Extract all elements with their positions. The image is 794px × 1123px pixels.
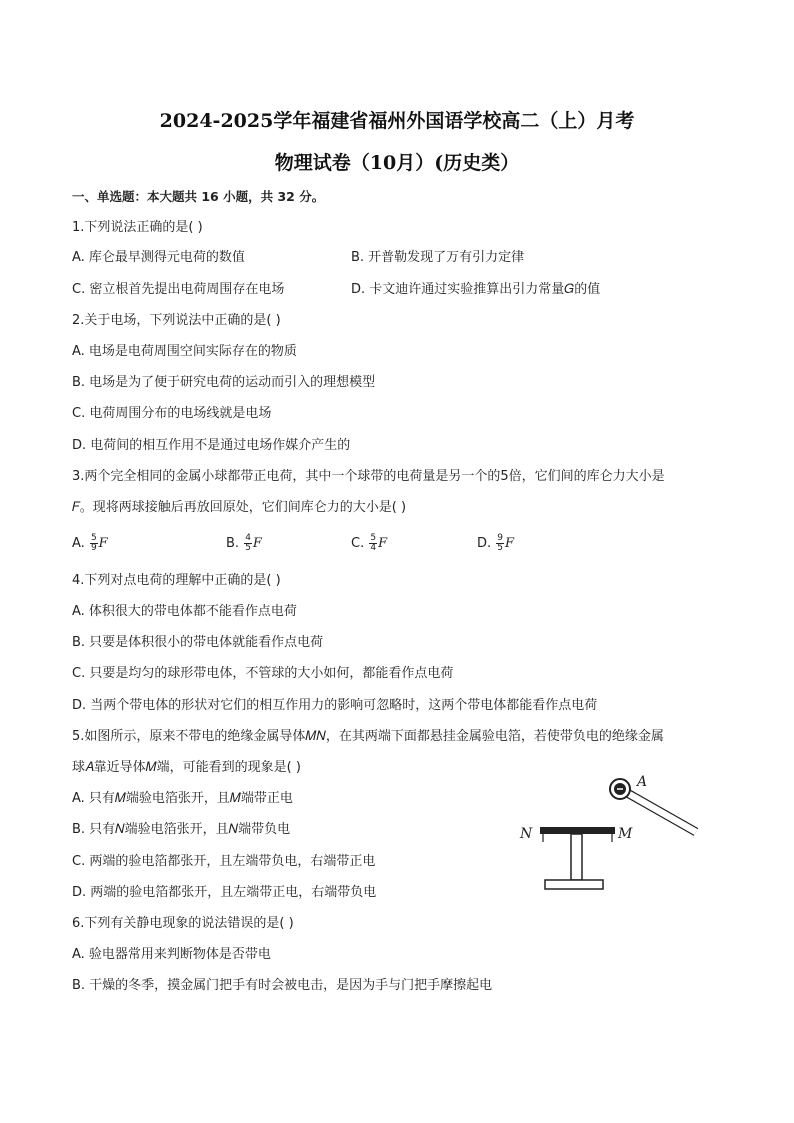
question-2-option-a: A. 电场是电荷周围空间实际存在的物质	[72, 344, 297, 359]
section-heading: 一、单选题：本大题共 16 小题，共 32 分。	[72, 189, 325, 204]
question-5-option-b: B. 只有𝑁端验电箔张开，且𝑁端带负电	[72, 822, 291, 837]
question-1-option-a: A. 库仑最早测得元电荷的数值	[72, 250, 245, 265]
question-5-option-d: D. 两端的验电箔都张开，且左端带正电，右端带负电	[72, 885, 377, 900]
label-n: N	[520, 826, 533, 842]
question-5-option-c: C. 两端的验电箔都张开，且左端带负电，右端带正电	[72, 854, 376, 869]
insulating-stand-base	[545, 880, 603, 889]
question-1-option-c: C. 密立根首先提出电荷周围存在电场	[72, 282, 285, 297]
label-a: A	[637, 774, 648, 790]
question-3-option-c: C. $\frac{5}{4}$ 𝐹	[351, 533, 388, 553]
question-6-option-a: A. 验电器常用来判断物体是否带电	[72, 947, 271, 962]
question-1-option-d: D. 卡文迪许通过实验推算出引力常量𝐺的值	[351, 282, 601, 297]
exam-title-line1: 2024-2025学年福建省福州外国语学校高二（上）月考	[159, 110, 635, 132]
question-2-option-d: D. 电荷间的相互作用不是通过电场作媒介产生的	[72, 438, 351, 453]
question-4-option-d: D. 当两个带电体的形状对它们的相互作用力的影响可忽略时，这两个带电体都能看作点电荷	[72, 698, 598, 713]
question-4-stem: 4.下列对点电荷的理解中正确的是( )	[72, 573, 281, 588]
question-2-option-b: B. 电场是为了便于研究电荷的运动而引入的理想模型	[72, 375, 376, 390]
question-3-option-d: D. $\frac{9}{5}$ 𝐹	[477, 533, 515, 553]
question-6-option-b: B. 干燥的冬季，摸金属门把手有时会被电击，是因为手与门把手摩擦起电	[72, 978, 493, 993]
conductor-mn	[540, 827, 615, 834]
question-5-stem-line1: 5.如图所示，原来不带电的绝缘金属导体𝑀𝑁，在其两端下面都悬挂金属验电箔，若使带负电的绝缘金属	[72, 729, 664, 744]
electroscope-figure	[510, 768, 710, 898]
question-1-option-b: B. 开普勒发现了万有引力定律	[351, 250, 525, 265]
question-3-option-b: B. $\frac{4}{5}$ 𝐹	[226, 533, 262, 553]
insulating-rod-fill	[622, 790, 696, 832]
question-3-stem-line2: 𝐹。现将两球接触后再放回原处，它们间库仑力的大小是( )	[72, 500, 407, 515]
label-m: M	[618, 826, 633, 842]
exam-title-line2: 物理试卷（10月）(历史类）	[274, 152, 520, 174]
question-3-option-a: A. $\frac{5}{9}$ 𝐹	[72, 533, 108, 553]
question-5-stem-line2: 球𝐴靠近导体𝑀端，可能看到的现象是( )	[72, 760, 301, 775]
question-3-stem-line1: 3.两个完全相同的金属小球都带正电荷，其中一个球带的电荷量是另一个的5倍，它们间的库仑力大小是	[72, 469, 665, 484]
question-4-option-a: A. 体积很大的带电体都不能看作点电荷	[72, 604, 297, 619]
question-2-stem: 2.关于电场，下列说法中正确的是( )	[72, 313, 281, 328]
question-5-option-a: A. 只有𝑀端验电箔张开，且𝑀端带正电	[72, 791, 293, 806]
question-1-stem: 1.下列说法正确的是( )	[72, 220, 203, 235]
question-2-option-c: C. 电荷周围分布的电场线就是电场	[72, 406, 272, 421]
insulating-stand-post	[571, 834, 582, 880]
question-6-stem: 6.下列有关静电现象的说法错误的是( )	[72, 916, 294, 931]
question-4-option-c: C. 只要是均匀的球形带电体，不管球的大小如何，都能看作点电荷	[72, 666, 454, 681]
question-4-option-b: B. 只要是体积很小的带电体就能看作点电荷	[72, 635, 324, 650]
